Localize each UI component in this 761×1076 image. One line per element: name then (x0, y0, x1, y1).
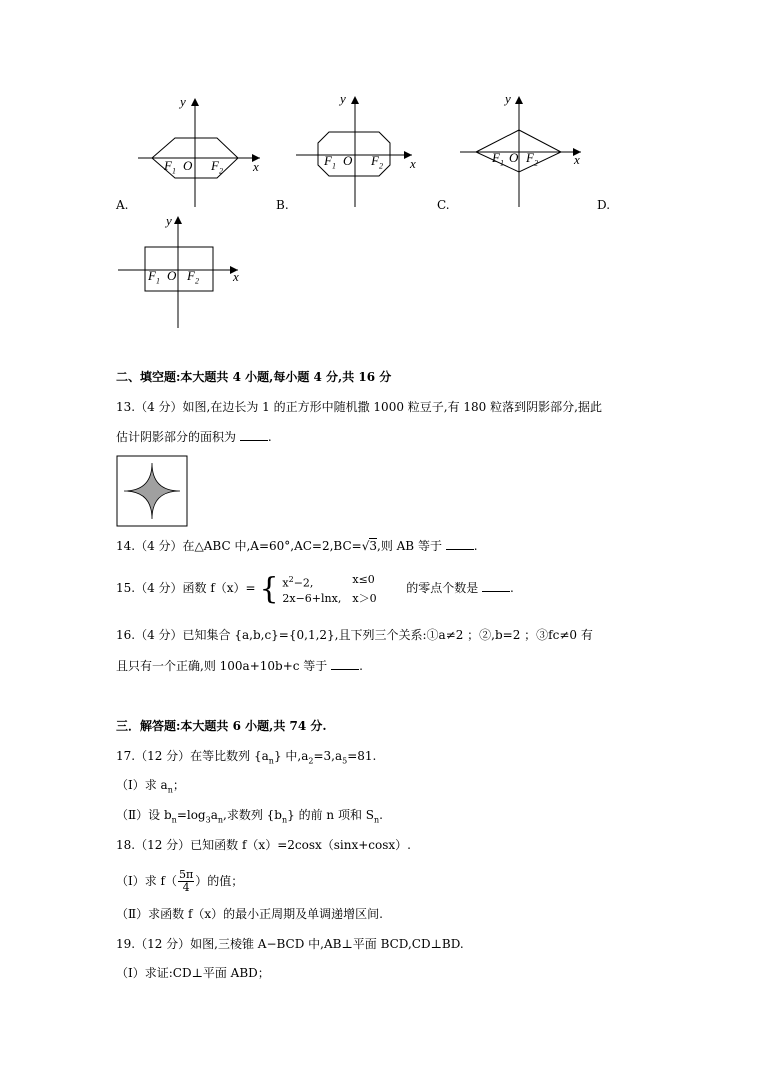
left-brace: { (259, 571, 279, 606)
section-3-heading: 三．解答题:本大题共 6 小题,共 74 分. (116, 719, 327, 733)
figure-option-a (130, 92, 270, 212)
q19-stem: 19.（12 分）如图,三棱锥 A−BCD 中,AB⊥平面 BCD,CD⊥BD. (116, 937, 464, 951)
q16-line-1: 16.（4 分）已知集合 {a,b,c}={0,1,2},且下列三个关系:①a≠2 ；②,b=2 ；③fc≠0 有 (116, 628, 593, 642)
focus-1-label-a: $F_1$ (164, 158, 176, 176)
sqrt-symbol: √ (361, 539, 370, 553)
focus-2-label-b: $F_2$ (371, 153, 383, 171)
figure-option-c (456, 92, 586, 212)
axis-y-label-a: y (180, 94, 186, 109)
origin-label-d: O (167, 268, 177, 283)
q13-square-figure (116, 455, 190, 529)
q17-stem: 17.（12 分）在等比数列 $\{a_n\}$ 中$,a_2=3,a_5=81$. (116, 749, 377, 766)
option-label-d: D. (597, 198, 611, 212)
q17-part-1: （Ⅰ）求 $a_n$； (116, 778, 185, 795)
q14-line: 14.（4 分）在△ABC 中,A=60°,AC=2,BC=√3,则 AB 等于 . (116, 539, 478, 553)
q13-text: 估计阴影部分的面积为 (116, 430, 237, 444)
figure-option-d (114, 212, 249, 330)
q19-part-1: （Ⅰ）求证:CD⊥平面 ABD； (116, 966, 270, 980)
q18-part-2: （Ⅱ）求函数 f（x）的最小正周期及单调递增区间. (116, 907, 383, 921)
sqrt-argument: 3 (369, 539, 378, 553)
focus-2-label-a: $F_2$ (211, 158, 223, 176)
focus-2-label-c: $F_2$ (526, 150, 538, 168)
origin-label-a: O (183, 158, 193, 173)
focus-1-label-d: $F_1$ (148, 268, 160, 286)
axis-x-label-c: x (574, 152, 580, 167)
piecewise-function: { $x^2-2$, x≤0 2x−6+lnx, x＞0 (259, 571, 377, 606)
axis-y-label-d: y (166, 213, 172, 228)
q18-stem: 18.（12 分）已知函数 f（x）=2cosx（sinx+cosx）. (116, 838, 411, 852)
section-2-heading: 二、填空题:本大题共 4 小题,每小题 4 分,共 16 分 (116, 370, 392, 384)
figure-option-b (292, 92, 422, 212)
q18-part-1: （Ⅰ）求 f（ $\frac{5\pi}{4}$ ）的值； (116, 868, 244, 894)
q14-answer-blank[interactable] (446, 539, 474, 550)
fraction-5pi-over-4: $\frac{5\pi}{4}$ (179, 868, 194, 894)
focus-1-label-b: $F_1$ (324, 153, 336, 171)
axis-y-label-c: y (505, 91, 511, 106)
q15-line: 15.（4 分）函数 f（x）= { $x^2-2$, x≤0 2x−6+lnx, x＞0 的零点个数是 . (116, 568, 514, 608)
axis-x-label-a: x (253, 159, 259, 174)
q16-answer-blank[interactable] (331, 659, 359, 670)
q17-part-2: （Ⅱ）设 $b_n=\log_3a_n$,求数列 $\{b_n\}$ 的前 n 项和 $S_n$. (116, 808, 383, 825)
option-label-c: C. (437, 198, 450, 212)
q13-line-2: 估计阴影部分的面积为 . (116, 430, 272, 444)
focus-1-label-c: $F_1$ (492, 150, 504, 168)
axis-x-label-d: x (233, 269, 239, 284)
option-label-b: B. (276, 198, 289, 212)
q13-line-1: 13.（4 分）如图,在边长为 1 的正方形中随机撒 1000 粒豆子,有 180 粒落到阴影部分,据此 (116, 400, 602, 414)
axis-y-label-b: y (340, 91, 346, 106)
option-label-a: A. (116, 198, 129, 212)
q15-answer-blank[interactable] (482, 581, 510, 592)
q13-answer-blank[interactable] (240, 430, 268, 441)
focus-2-label-d: $F_2$ (187, 268, 199, 286)
origin-label-c: O (509, 150, 519, 165)
q16-line-2: 且只有一个正确,则 100a+10b+c 等于 . (116, 659, 363, 673)
origin-label-b: O (343, 153, 353, 168)
axis-x-label-b: x (410, 156, 416, 171)
